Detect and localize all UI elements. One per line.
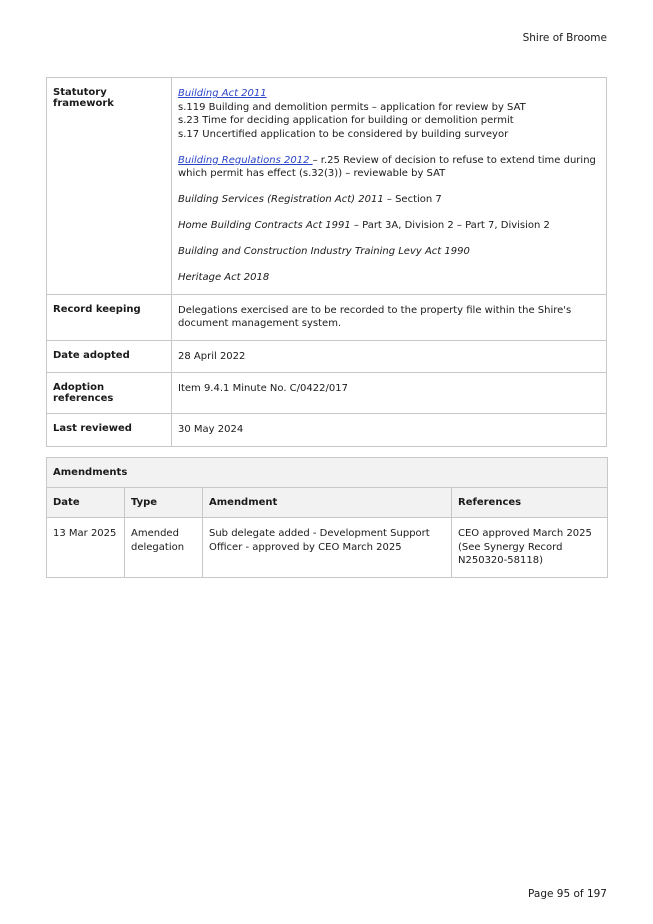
amendments-table: [46, 457, 608, 578]
record-keeping-label: Record keeping: [47, 294, 172, 340]
amendment-references: CEO approved March 2025 (See Synergy Record N250320-58118): [452, 518, 608, 578]
amendments-title: Amendments: [47, 458, 608, 488]
building-act-link[interactable]: Building Act 2011: [178, 88, 267, 99]
table-row: [47, 340, 607, 373]
act-section-item: s.119 Building and demolition permits – application for review by SAT: [178, 101, 526, 113]
statutory-framework-value: [172, 78, 607, 295]
date-adopted-value: 28 April 2022: [172, 340, 607, 373]
column-header-amendment: Amendment: [203, 488, 452, 518]
column-header-references: References: [452, 488, 608, 518]
column-header-type: Type: [125, 488, 203, 518]
last-reviewed-value: 30 May 2024: [172, 414, 607, 447]
delegation-details-table: [46, 77, 607, 447]
table-row: [47, 373, 607, 414]
table-row: [47, 294, 607, 340]
page-number: Page 95 of 197: [528, 888, 607, 900]
amendment-date: 13 Mar 2025: [47, 518, 125, 578]
act-title: Building and Construction Industry Training Levy Act 1990: [178, 246, 470, 257]
act-detail: – Section 7: [383, 194, 442, 205]
date-adopted-label: Date adopted: [47, 340, 172, 373]
table-row: [47, 414, 607, 447]
last-reviewed-label: Last reviewed: [47, 414, 172, 447]
act-section-item: s.23 Time for deciding application for building or demolition permit: [178, 115, 514, 126]
statutory-framework-label: Statutory framework: [47, 78, 172, 295]
column-header-date: Date: [47, 488, 125, 518]
amendments-header-row: [47, 488, 608, 518]
act-detail: – Part 3A, Division 2 – Part 7, Division 2: [350, 220, 550, 231]
header-organisation: Shire of Broome: [522, 32, 607, 44]
amendments-title-row: [47, 458, 608, 488]
adoption-references-value: Item 9.4.1 Minute No. C/0422/017: [172, 373, 607, 414]
record-keeping-value: Delegations exercised are to be recorded to the property file within the Shire's document management system.: [172, 294, 607, 340]
amendment-type: Amended delegation: [125, 518, 203, 578]
act-title: Heritage Act 2018: [178, 272, 270, 283]
table-row: [47, 78, 607, 295]
amendment-description: Sub delegate added - Development Support Officer - approved by CEO March 2025: [203, 518, 452, 578]
adoption-references-label: Adoption references: [47, 373, 172, 414]
building-regulations-link[interactable]: Building Regulations 2012: [178, 154, 313, 166]
act-title: Home Building Contracts Act 1991: [178, 220, 351, 231]
table-row: [47, 518, 608, 578]
act-title: Building Services (Registration Act) 2011: [178, 194, 384, 205]
act-section-item: s.17 Uncertified application to be considered by building surveyor: [178, 128, 509, 140]
regulation-text: – r.25 Review of decision to refuse to extend time during which permit has effect (s.32(3)) – reviewable by SAT: [178, 154, 596, 179]
